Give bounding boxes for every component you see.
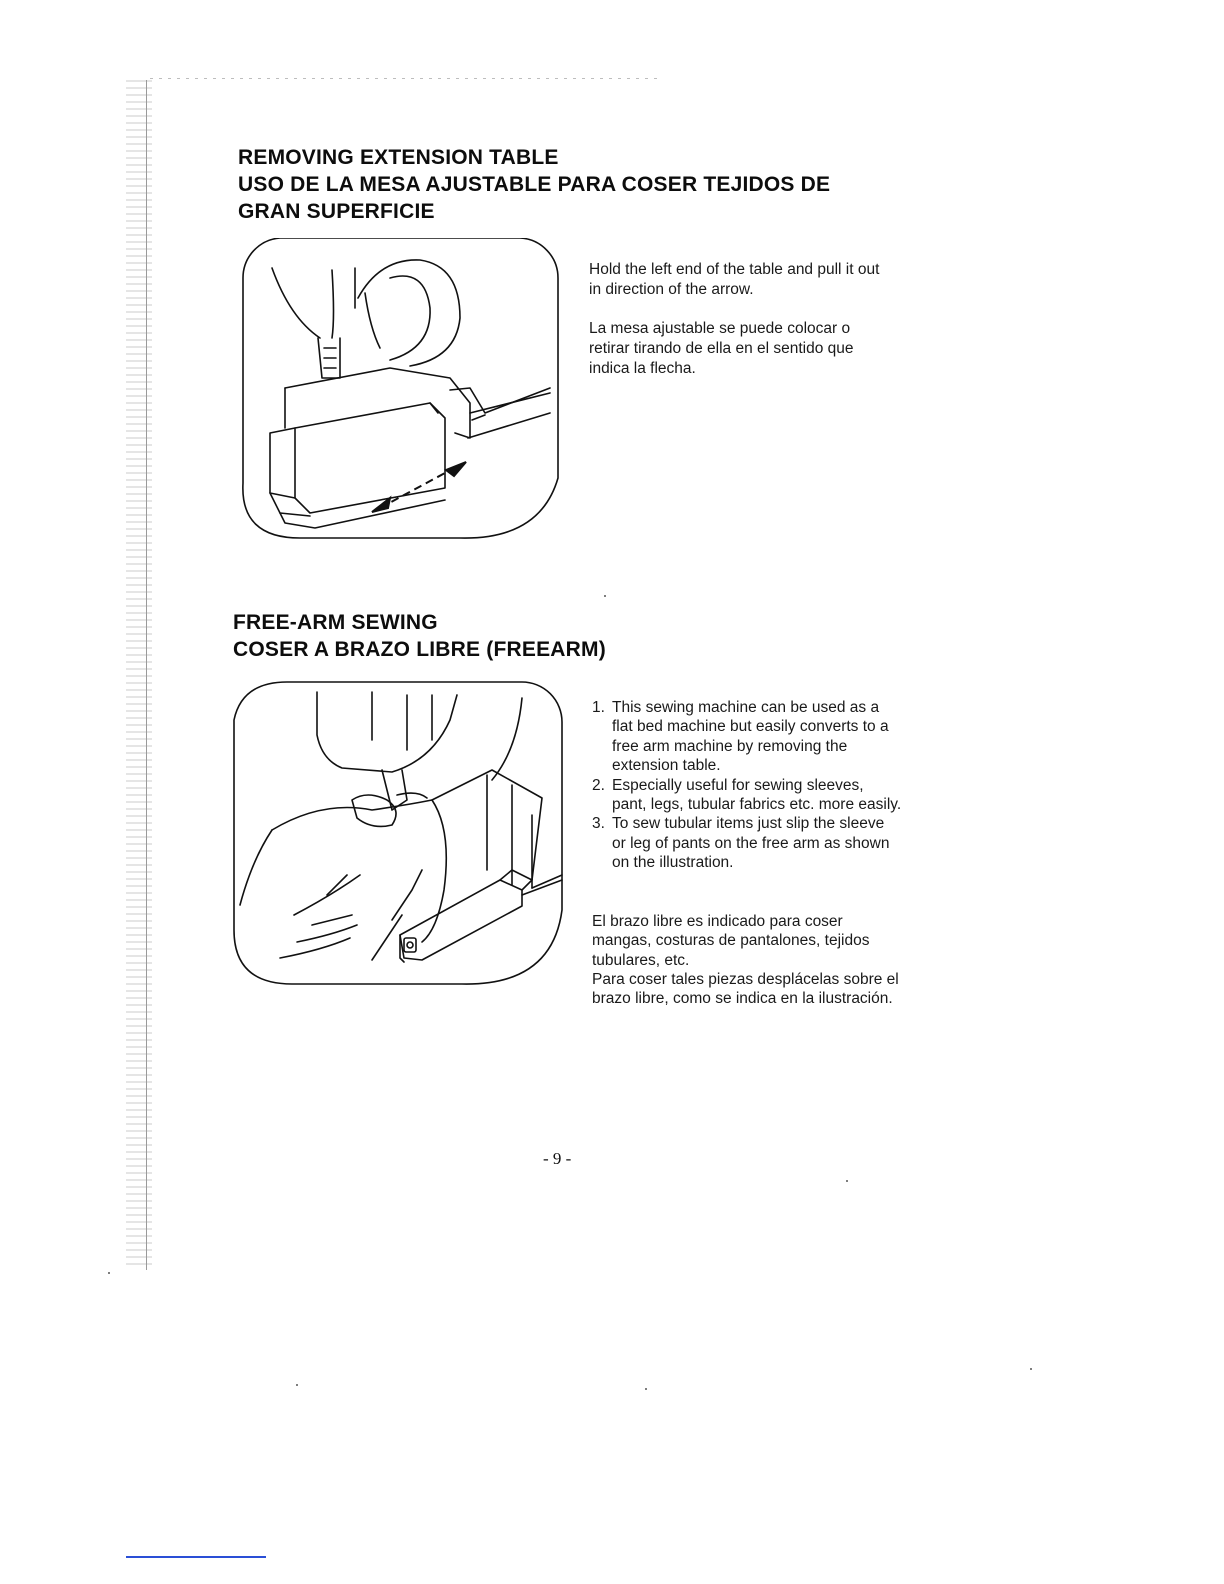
free-arm-illustration bbox=[232, 680, 564, 986]
section2-title-line: FREE-ARM SEWING bbox=[233, 611, 438, 634]
section1-text-es: La mesa ajustable se puede colocar o retirar tirando de ella en el sentido que indica la flecha. bbox=[589, 320, 854, 377]
scan-speck bbox=[645, 1388, 647, 1390]
scan-speck bbox=[296, 1384, 298, 1386]
section2-text-es-2: Para coser tales piezas desplácelas sobre el brazo libre, como se indica en la ilustración. bbox=[592, 971, 899, 1008]
page-number: - 9 - bbox=[543, 1149, 572, 1168]
step-number: 1. bbox=[592, 699, 605, 716]
bottom-blue-line bbox=[126, 1556, 266, 1558]
section2-heading bbox=[233, 609, 933, 663]
step-text: This sewing machine can be used as a flat bed machine but easily converts to a free arm machine by removing the extension table. bbox=[612, 699, 889, 775]
section1-title-line: REMOVING EXTENSION TABLE bbox=[238, 146, 559, 169]
scan-speck bbox=[604, 595, 606, 597]
section2-text-es-1: El brazo libre es indicado para coser mangas, costuras de pantalones, tejidos tubulares, etc. bbox=[592, 913, 870, 969]
scan-noise-top bbox=[150, 78, 660, 79]
step-number: 2. bbox=[592, 776, 605, 794]
step-item bbox=[592, 776, 902, 815]
binding-edge-line bbox=[146, 80, 147, 1270]
step-item bbox=[592, 698, 902, 776]
step-text: To sew tubular items just slip the sleeve or leg of pants on the free arm as shown on the illustration. bbox=[612, 815, 890, 872]
extension-table-illustration bbox=[240, 238, 560, 540]
scan-speck bbox=[1030, 1368, 1032, 1370]
step-number: 3. bbox=[592, 815, 605, 833]
section1-text-en: Hold the left end of the table and pull it out in direction of the arrow. bbox=[589, 261, 880, 298]
section1-heading bbox=[238, 144, 938, 225]
scan-edge-shadow bbox=[126, 80, 152, 1270]
free-arm-steps bbox=[592, 698, 902, 873]
step-text: Especially useful for sewing sleeves, pant, legs, tubular fabrics etc. more easily. bbox=[612, 776, 902, 814]
section1-title-line: USO DE LA MESA AJUSTABLE PARA COSER TEJIDOS DE bbox=[238, 173, 831, 196]
scan-speck bbox=[108, 1272, 110, 1274]
section2-title-line: COSER A BRAZO LIBRE (FREEARM) bbox=[233, 638, 606, 661]
scan-speck bbox=[846, 1180, 848, 1182]
step-item bbox=[592, 814, 902, 872]
section1-title-line: GRAN SUPERFICIE bbox=[238, 200, 435, 223]
